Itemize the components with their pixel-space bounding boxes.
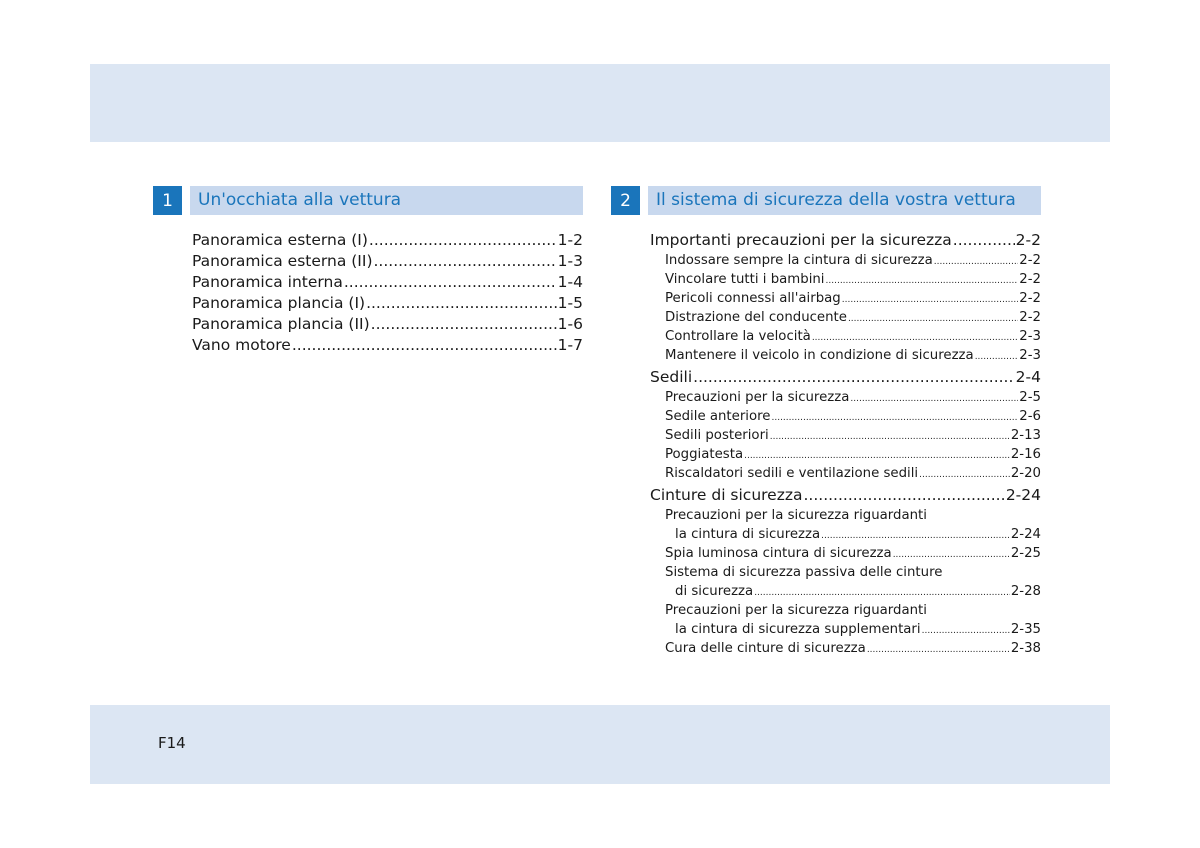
page-number: F14: [158, 734, 186, 752]
toc-entry[interactable]: di sicurezza ..... 2-28: [650, 582, 1041, 601]
toc-entry-line[interactable]: Precauzioni per la sicurezza riguardanti: [665, 508, 927, 523]
toc-entry[interactable]: Cura delle cinture di sicurezza ..... 2-38: [650, 639, 1041, 658]
chapter-2: [611, 186, 1041, 658]
chapter-1-heading: [153, 186, 583, 215]
toc-entry[interactable]: Mantenere il veicolo in condizione di sicurezza ..... 2-3: [650, 346, 1041, 365]
toc-entry[interactable]: Poggiatesta ..... 2-16: [650, 445, 1041, 464]
header-band: [90, 64, 1110, 142]
toc-entry[interactable]: Precauzioni per la sicurezza ..... 2-5: [650, 388, 1041, 407]
toc-entry[interactable]: Panoramica esterna (I) ..... 1-2: [192, 230, 583, 251]
toc-entry[interactable]: Vincolare tutti i bambini ..... 2-2: [650, 270, 1041, 289]
toc-entry[interactable]: Controllare la velocità ..... 2-3: [650, 327, 1041, 346]
toc-entry[interactable]: Vano motore ..... 1-7: [192, 335, 583, 356]
toc-entry[interactable]: Sedile anteriore ..... 2-6: [650, 407, 1041, 426]
toc-section[interactable]: Importanti precauzioni per la sicurezza ..... 2-2: [650, 230, 1041, 251]
toc-entry[interactable]: Riscaldatori sedili e ventilazione sedili ..... 2-20: [650, 464, 1041, 483]
toc-entry[interactable]: Panoramica interna ..... 1-4: [192, 272, 583, 293]
toc-entry[interactable]: Distrazione del conducente ..... 2-2: [650, 308, 1041, 327]
toc-entry[interactable]: Indossare sempre la cintura di sicurezza ..... 2-2: [650, 251, 1041, 270]
toc-section[interactable]: Sedili ..... 2-4: [650, 367, 1041, 388]
chapter-title: Il sistema di sicurezza della vostra vettura: [648, 186, 1041, 215]
chapter-1-toc: [153, 230, 583, 356]
toc-entry[interactable]: la cintura di sicurezza supplementari ..... 2-35: [650, 620, 1041, 639]
chapter-number: 1: [153, 186, 182, 215]
footer-band: [90, 705, 1110, 784]
toc-entry[interactable]: Panoramica esterna (II) ..... 1-3: [192, 251, 583, 272]
toc-entry[interactable]: Panoramica plancia (II) ..... 1-6: [192, 314, 583, 335]
toc-entry-line[interactable]: Sistema di sicurezza passiva delle cinture: [665, 565, 943, 580]
toc-entry-line[interactable]: Precauzioni per la sicurezza riguardanti: [665, 603, 927, 618]
toc-entry[interactable]: Sedili posteriori ..... 2-13: [650, 426, 1041, 445]
toc-entry[interactable]: Pericoli connessi all'airbag ..... 2-2: [650, 289, 1041, 308]
toc-entry[interactable]: Spia luminosa cintura di sicurezza ..... 2-25: [650, 544, 1041, 563]
toc-entry[interactable]: la cintura di sicurezza ..... 2-24: [650, 525, 1041, 544]
chapter-2-toc: [611, 230, 1041, 658]
toc-entry[interactable]: Panoramica plancia (I) ..... 1-5: [192, 293, 583, 314]
chapter-1: [153, 186, 583, 356]
chapter-2-heading: [611, 186, 1041, 215]
toc-section[interactable]: Cinture di sicurezza ..... 2-24: [650, 485, 1041, 506]
chapter-title: Un'occhiata alla vettura: [190, 186, 583, 215]
chapter-number: 2: [611, 186, 640, 215]
